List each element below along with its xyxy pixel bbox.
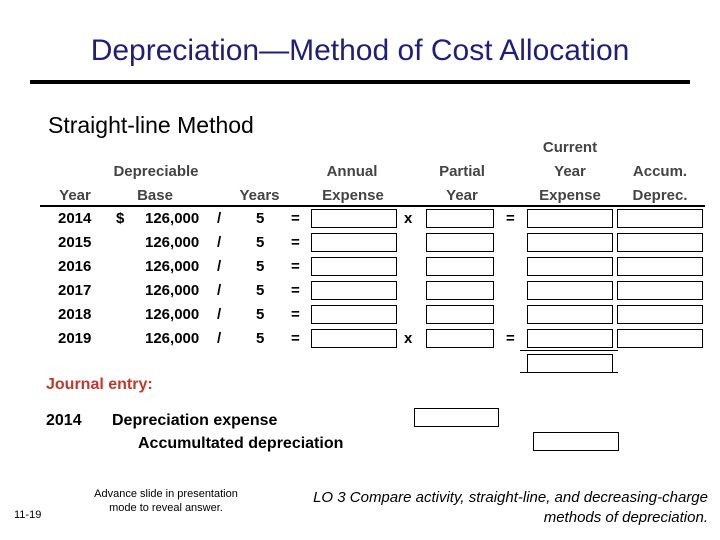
header-partial-year: Year xyxy=(446,187,478,204)
journal-year: 2014 xyxy=(46,412,82,429)
row-equals-sign: = xyxy=(291,306,300,323)
header-annual: Annual xyxy=(326,163,378,180)
current-expense-box xyxy=(527,329,613,348)
annual-expense-box xyxy=(311,209,397,228)
accum-deprec-box xyxy=(617,329,703,348)
method-subtitle: Straight-line Method xyxy=(48,112,254,138)
row-base: 126,000 xyxy=(145,210,200,227)
row-equals-sign: = xyxy=(291,282,300,299)
partial-year-box xyxy=(426,257,494,276)
title-divider xyxy=(30,80,690,84)
partial-year-box xyxy=(426,281,494,300)
annual-expense-box xyxy=(311,281,397,300)
row-equals-sign: = xyxy=(291,258,300,275)
row-divide-sign: / xyxy=(217,330,222,347)
row-years: 5 xyxy=(256,210,265,227)
current-expense-box xyxy=(527,305,613,324)
row-years: 5 xyxy=(256,330,265,347)
current-expense-box xyxy=(527,257,613,276)
row-years: 5 xyxy=(256,234,265,251)
row-divide-sign: / xyxy=(217,210,222,227)
credit-answer-box xyxy=(533,432,619,451)
row-equals-sign: = xyxy=(291,234,300,251)
row-years: 5 xyxy=(256,282,265,299)
row-divide-sign: / xyxy=(217,282,222,299)
slide-title: Depreciation—Method of Cost Allocation xyxy=(90,34,630,67)
current-expense-box xyxy=(527,281,613,300)
header-accum: Accum. xyxy=(632,163,688,180)
total-bottom-rule xyxy=(520,372,618,373)
header-current-expense: Expense xyxy=(539,187,601,204)
row-equals-sign: = xyxy=(291,210,300,227)
row-multiply-sign: x xyxy=(404,210,413,227)
row-equals-sign: = xyxy=(291,330,300,347)
current-expense-box xyxy=(527,209,613,228)
accum-deprec-box xyxy=(617,209,703,228)
row-base: 126,000 xyxy=(145,306,200,323)
accum-deprec-box xyxy=(617,233,703,252)
row-years: 5 xyxy=(256,306,265,323)
partial-year-box xyxy=(426,233,494,252)
annual-expense-box xyxy=(311,257,397,276)
row-divide-sign: / xyxy=(217,306,222,323)
journal-debit-account: Depreciation expense xyxy=(112,412,278,429)
row-base: 126,000 xyxy=(145,234,200,251)
accum-deprec-box xyxy=(617,257,703,276)
row-years: 5 xyxy=(256,258,265,275)
row-base: 126,000 xyxy=(145,330,200,347)
header-expense: Expense xyxy=(322,187,384,204)
row-equals-sign-2: = xyxy=(506,330,515,347)
header-base: Base xyxy=(137,187,173,204)
accum-deprec-box xyxy=(617,281,703,300)
journal-entry-label: Journal entry: xyxy=(46,376,153,393)
header-year: Year xyxy=(59,187,91,204)
row-year: 2015 xyxy=(58,234,92,251)
row-year: 2019 xyxy=(58,330,92,347)
annual-expense-box xyxy=(311,329,397,348)
header-years: Years xyxy=(239,187,280,204)
row-divide-sign: / xyxy=(217,258,222,275)
annual-expense-box xyxy=(311,305,397,324)
partial-year-box xyxy=(426,209,494,228)
accum-deprec-box xyxy=(617,305,703,324)
partial-year-box xyxy=(426,329,494,348)
header-deprec: Deprec. xyxy=(632,187,688,204)
total-top-rule xyxy=(520,350,618,351)
row-year: 2018 xyxy=(58,306,92,323)
header-current-year: Year xyxy=(554,163,586,180)
journal-credit-account: Accumultated depreciation xyxy=(138,435,344,452)
debit-answer-box xyxy=(414,408,499,427)
partial-year-box xyxy=(426,305,494,324)
header-depreciable: Depreciable xyxy=(113,163,199,180)
row-divide-sign: / xyxy=(217,234,222,251)
row-multiply-sign: x xyxy=(404,330,413,347)
header-partial: Partial xyxy=(439,163,485,180)
annual-expense-box xyxy=(311,233,397,252)
total-answer-box xyxy=(527,354,613,373)
current-expense-box xyxy=(527,233,613,252)
row-base: 126,000 xyxy=(145,282,200,299)
row-base: 126,000 xyxy=(145,258,200,275)
row-year: 2017 xyxy=(58,282,92,299)
row-year: 2014 xyxy=(58,210,92,227)
slide-number: 11-19 xyxy=(14,509,42,521)
row-equals-sign-2: = xyxy=(506,210,515,227)
header-current: Current xyxy=(542,139,598,156)
presenter-note: Advance slide in presentation mode to reveal answer. xyxy=(94,488,238,514)
row-year: 2016 xyxy=(58,258,92,275)
learning-objective: LO 3 Compare activity, straight-line, and decreasing-charge methods of depreciation. xyxy=(313,489,708,526)
row-dollar-sign: $ xyxy=(116,210,125,227)
header-rule xyxy=(40,205,705,207)
